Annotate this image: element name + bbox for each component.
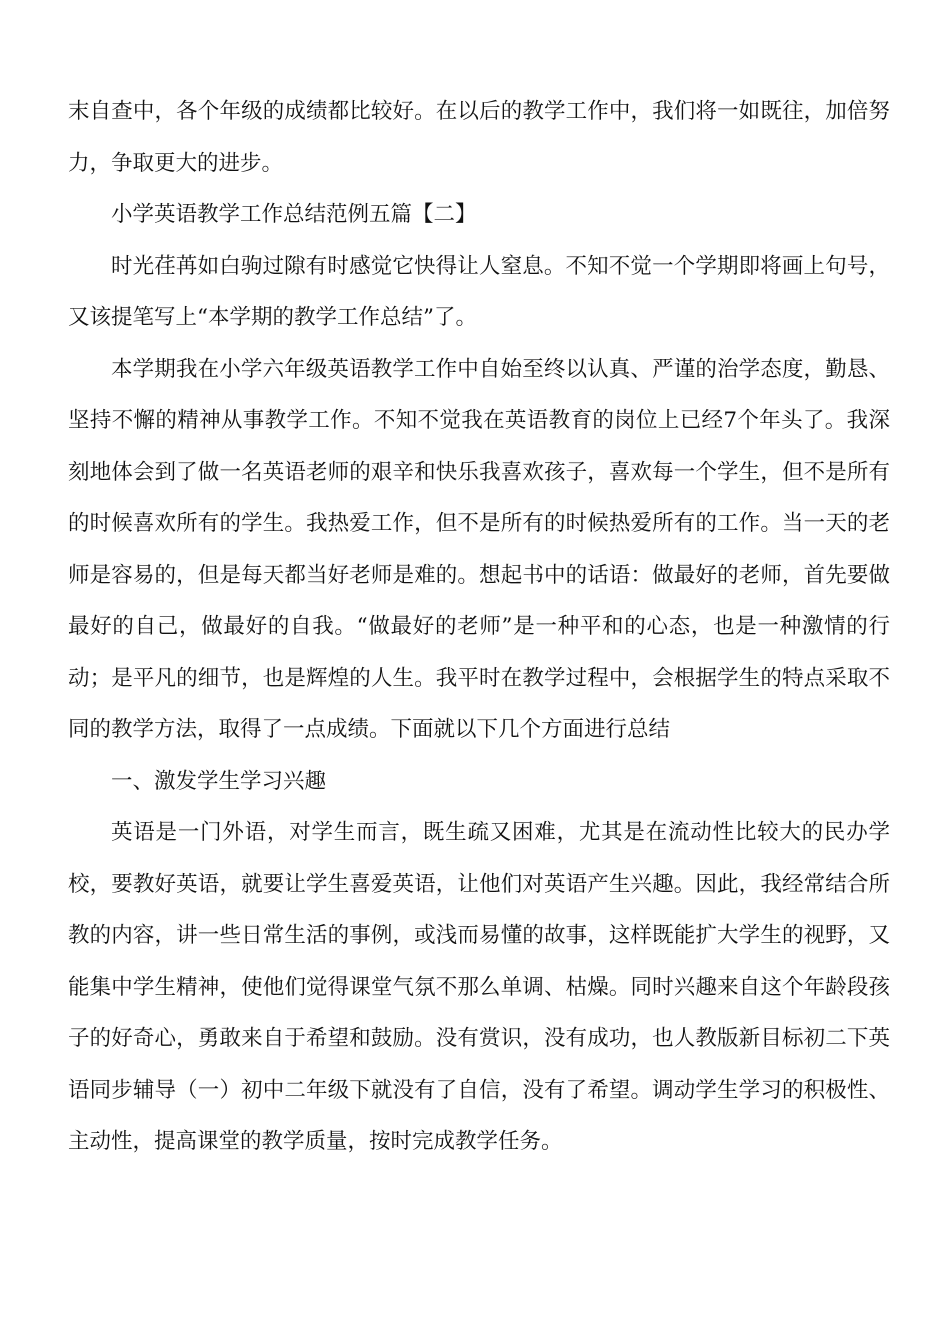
section-title: 小学英语教学工作总结范例五篇【二】: [111, 202, 477, 227]
document-page: [68, 86, 890, 1168]
paragraph-continuation: 末自查中，各个年级的成绩都比较好。在以后的教学工作中，我们将一如既往，加倍努力，争取更大的进步。: [68, 99, 890, 176]
subheading-interest: 一、激发学生学习兴趣: [111, 768, 327, 794]
paragraph-interest: 英语是一门外语，对学生而言，既生疏又困难，尤其是在流动性比较大的民办学校，要教好英语，就要让学生喜爱英语，让他们对英语产生兴趣。因此，我经常结合所教的内容，讲一些日常生活的事例，或浅而易懂的故事，这样既能扩大学生的视野，又能集中学生精神，使他们觉得课堂气氛不那么单调、枯燥。同时兴趣来自这个年龄段孩子的好奇心，勇敢来自于希望和鼓励。没有赏识，没有成功，也人教版新目标初二下英语同步辅导（一）初中二年级下就没有了自信，没有了希望。调动学生学习的积极性、主动性，提高课堂的教学质量，按时完成教学任务。: [68, 820, 890, 1154]
paragraph-intro: 时光荏苒如白驹过隙有时感觉它快得让人窒息。不知不觉一个学期即将画上句号，又该提笔写上“本学期的教学工作总结”了。: [68, 253, 890, 330]
paragraph-body: 本学期我在小学六年级英语教学工作中自始至终以认真、严谨的治学态度，勤恳、坚持不懈的精神从事教学工作。不知不觉我在英语教育的岗位上已经7个年头了。我深刻地体会到了做一名英语老师的艰辛和快乐我喜欢孩子，喜欢每一个学生，但不是所有的时候喜欢所有的学生。我热爱工作，但不是所有的时候热爱所有的工作。当一天的老师是容易的，但是每天都当好老师是难的。想起书中的话语：做最好的老师，首先要做最好的自己，做最好的自我。“做最好的老师”是一种平和的心态，也是一种激情的行动；是平凡的细节，也是辉煌的人生。我平时在教学过程中，会根据学生的特点采取不同的教学方法，取得了一点成绩。下面就以下几个方面进行总结: [68, 356, 890, 742]
